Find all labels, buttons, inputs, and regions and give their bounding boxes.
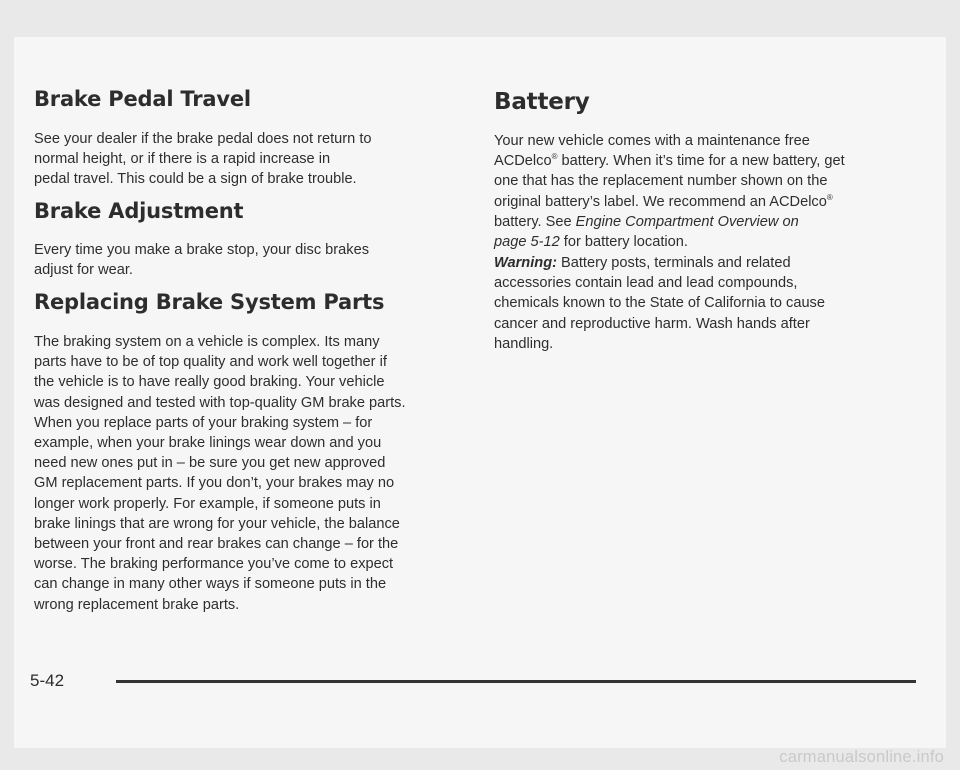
- text-line: Every time you make a brake stop, your disc brakes: [34, 242, 369, 258]
- text-line: [494, 232, 845, 252]
- watermark: carmanualsonline.info: [779, 748, 944, 766]
- text-line: Your new vehicle comes with a maintenance free: [494, 133, 810, 149]
- text-fragment: battery. See: [494, 213, 576, 230]
- paragraph-brake-adjustment: [34, 240, 369, 280]
- warning-label: Warning:: [494, 255, 557, 271]
- text-line: accessories contain lead and lead compounds,: [494, 275, 798, 292]
- registered-mark: ®: [551, 152, 558, 162]
- heading-battery: Battery: [494, 89, 590, 115]
- text-line: normal height, or if there is a rapid increase in: [34, 151, 331, 168]
- text-line: handling.: [494, 335, 554, 352]
- paragraph-battery: [494, 131, 845, 252]
- text-line: parts have to be of top quality and work well together if: [34, 354, 387, 371]
- brand-acdelco: ACDelco: [494, 153, 552, 170]
- text-line: was designed and tested with top-quality GM brake parts.: [34, 394, 406, 411]
- page-number: 5-42: [30, 671, 65, 690]
- text-line: can change in many other ways if someone puts in the: [34, 576, 387, 593]
- paragraph-brake-pedal-travel: [34, 129, 372, 190]
- text-line: example, when your brake linings wear down and you: [34, 435, 382, 452]
- paragraph-warning: [494, 253, 825, 354]
- text-fragment: original battery’s label. We recommend an ACDelco: [494, 193, 827, 210]
- text-line: The braking system on a vehicle is complex. Its many: [34, 334, 380, 350]
- text-line: one that has the replacement number shown on the: [494, 173, 828, 190]
- text-line: longer work properly. For example, if someone puts in: [34, 495, 381, 512]
- text-line: [494, 192, 845, 212]
- text-line: the vehicle is to have really good braking. Your vehicle: [34, 374, 385, 391]
- text-line: GM replacement parts. If you don’t, your brakes may no: [34, 475, 395, 492]
- text-fragment: battery. When it’s time for a new battery, get: [557, 153, 845, 170]
- heading-brake-adjustment: Brake Adjustment: [34, 199, 244, 223]
- paragraph-replacing-brake-system-parts: [34, 332, 406, 615]
- heading-replacing-brake-system-parts: Replacing Brake System Parts: [34, 290, 385, 314]
- text-line: cancer and reproductive harm. Wash hands after: [494, 315, 810, 332]
- text-line: [494, 151, 845, 171]
- text-line: need new ones put in – be sure you get new approved: [34, 455, 386, 472]
- text-line: wrong replacement brake parts.: [34, 596, 240, 613]
- text-line: chemicals known to the State of California to cause: [494, 295, 825, 312]
- text-line: between your front and rear brakes can change – for the: [34, 536, 399, 553]
- text-line: See your dealer if the brake pedal does not return to: [34, 131, 372, 147]
- text-line: worse. The braking performance you’ve come to expect: [34, 556, 394, 573]
- text-line: [494, 212, 845, 232]
- text-line: pedal travel. This could be a sign of brake trouble.: [34, 171, 357, 188]
- manual-page: [14, 37, 946, 748]
- text-fragment: Battery posts, terminals and related: [556, 255, 791, 271]
- registered-mark: ®: [826, 192, 833, 202]
- cross-reference-page: page 5-12: [494, 234, 560, 251]
- text-line: brake linings that are wrong for your vehicle, the balance: [34, 515, 400, 532]
- text-line: adjust for wear.: [34, 262, 133, 279]
- text-line: [494, 253, 825, 273]
- text-fragment: for battery location.: [559, 234, 688, 251]
- cross-reference: Engine Compartment Overview on: [575, 213, 799, 230]
- text-line: When you replace parts of your braking system – for: [34, 414, 373, 431]
- heading-brake-pedal-travel: Brake Pedal Travel: [34, 87, 251, 111]
- footer-rule: [116, 680, 916, 683]
